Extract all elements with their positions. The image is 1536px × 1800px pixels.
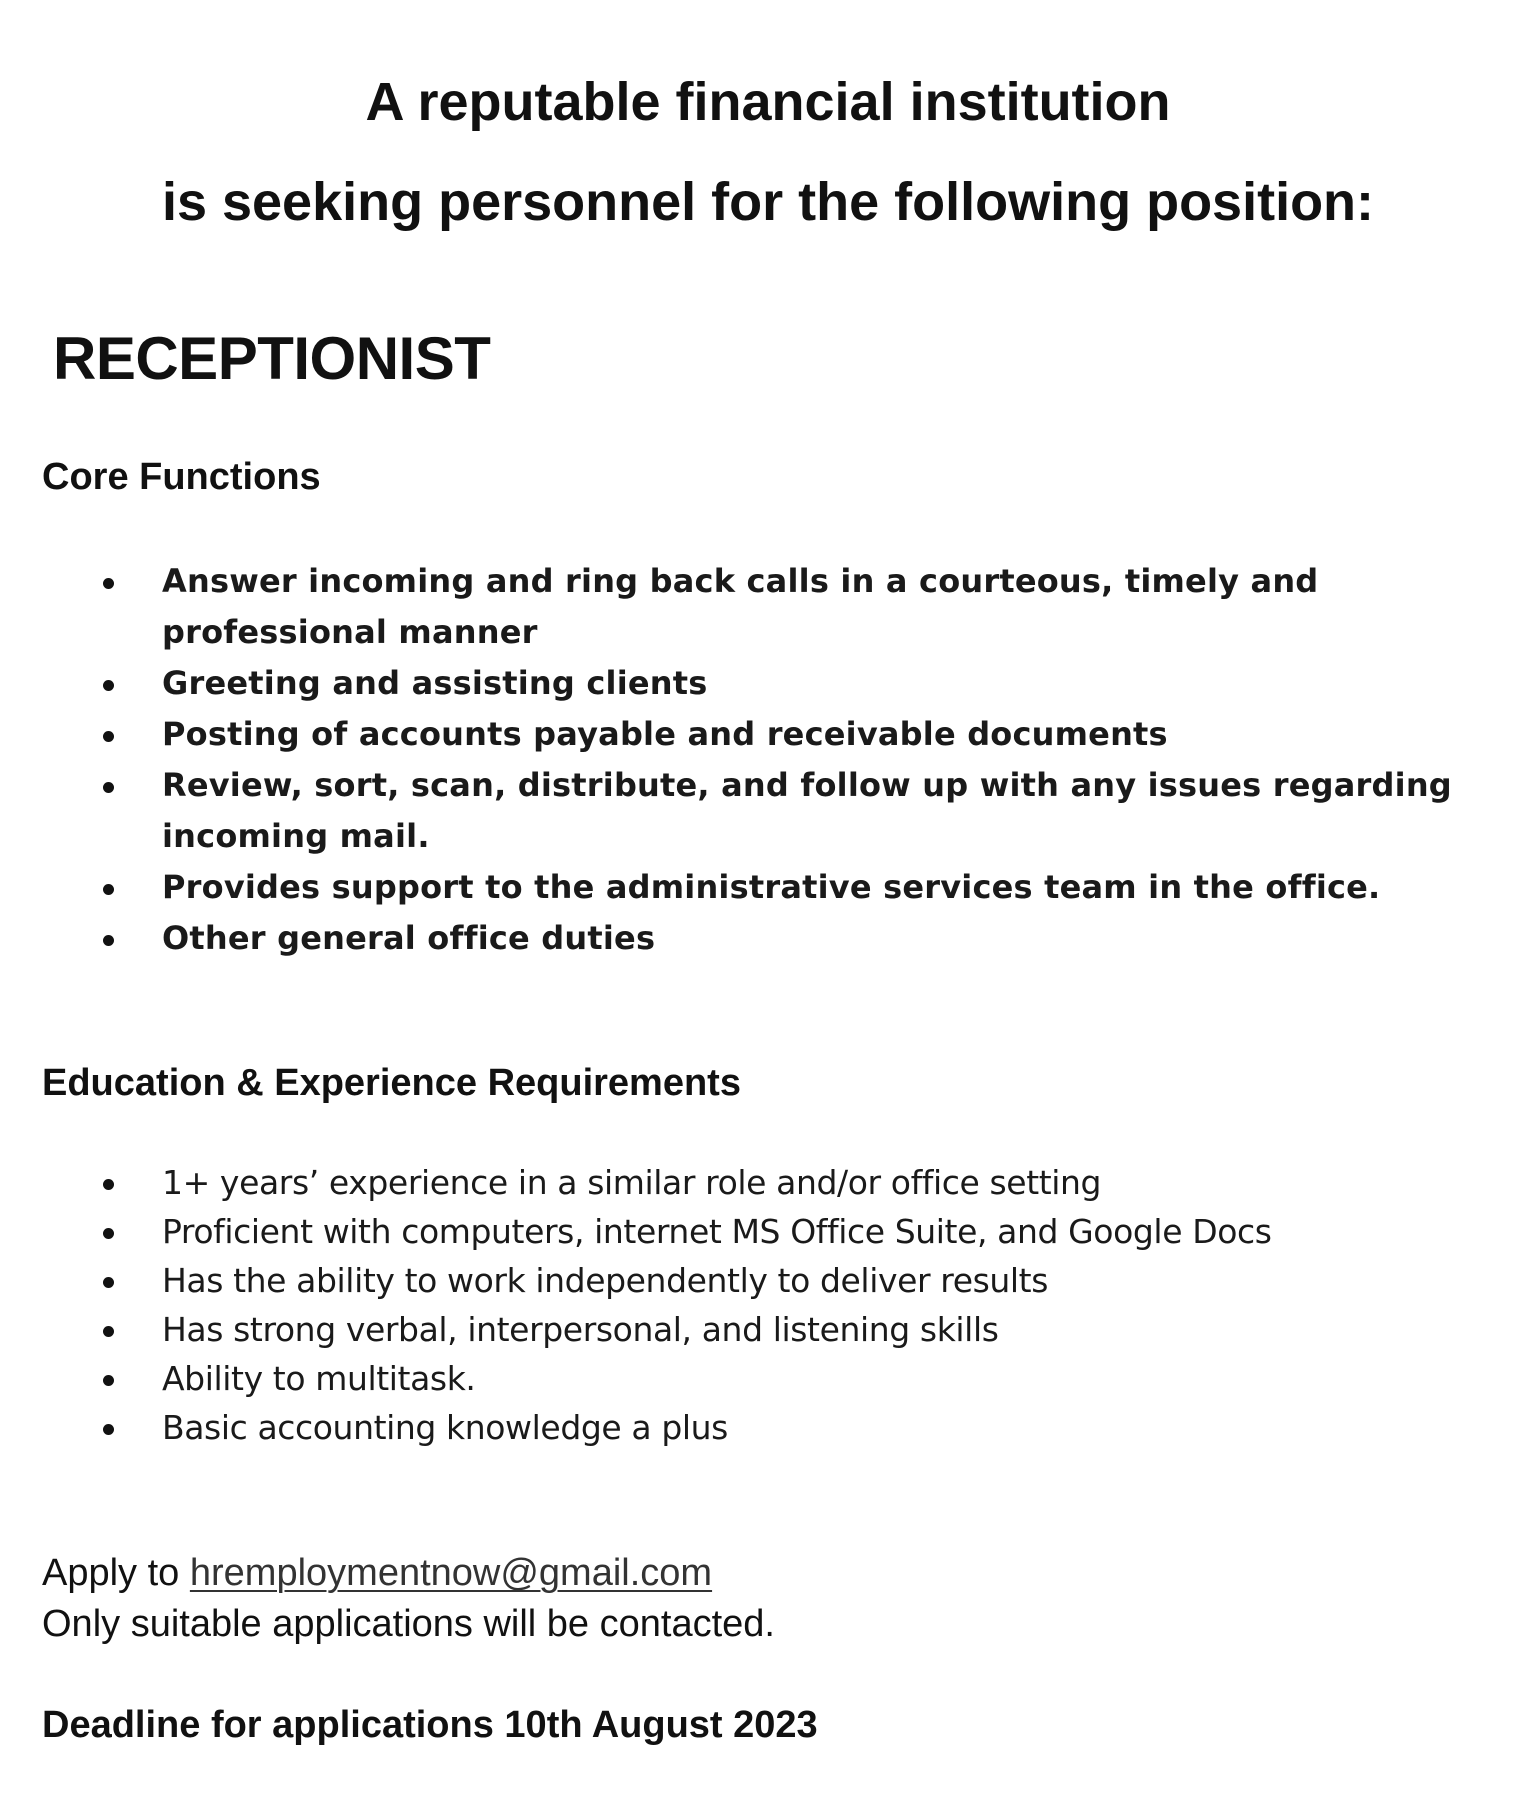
apply-prefix: Apply to bbox=[42, 1552, 190, 1594]
list-item-text: Review, sort, scan, distribute, and follow up with any issues regarding incoming mail. bbox=[162, 766, 1452, 855]
list-item-text: Answer incoming and ring back calls in a courteous, timely and professional manner bbox=[162, 562, 1319, 651]
bullet-icon bbox=[103, 884, 114, 895]
list-item-text: 1+ years’ experience in a similar role and/or office setting bbox=[162, 1163, 1102, 1202]
list-item bbox=[0, 1354, 1500, 1403]
requirements-heading: Education & Experience Requirements bbox=[42, 1062, 741, 1104]
list-item bbox=[0, 1305, 1500, 1354]
bullet-icon bbox=[103, 680, 114, 691]
list-item-text: Posting of accounts payable and receivable documents bbox=[162, 715, 1168, 753]
list-item bbox=[0, 658, 1520, 709]
core-functions-list bbox=[0, 556, 1520, 964]
list-item bbox=[0, 709, 1520, 760]
bullet-icon bbox=[103, 935, 114, 946]
header-line-1: A reputable financial institution bbox=[365, 72, 1171, 132]
bullet-icon bbox=[103, 1277, 114, 1288]
list-item-text: Other general office duties bbox=[162, 919, 656, 957]
list-item-text: Greeting and assisting clients bbox=[162, 664, 708, 702]
list-item bbox=[0, 760, 1520, 862]
list-item-text: Proficient with computers, internet MS Office Suite, and Google Docs bbox=[162, 1212, 1272, 1251]
bullet-icon bbox=[103, 1179, 114, 1190]
bullet-icon bbox=[103, 1228, 114, 1239]
list-item-text: Has the ability to work independently to deliver results bbox=[162, 1261, 1049, 1300]
list-item-text: Ability to multitask. bbox=[162, 1359, 476, 1398]
bullet-icon bbox=[103, 1375, 114, 1386]
apply-section bbox=[42, 1548, 775, 1650]
bullet-icon bbox=[103, 731, 114, 742]
requirements-list bbox=[0, 1158, 1500, 1452]
list-item-text: Basic accounting knowledge a plus bbox=[162, 1408, 728, 1447]
list-item bbox=[0, 1256, 1500, 1305]
list-item bbox=[0, 913, 1520, 964]
bullet-icon bbox=[103, 578, 114, 589]
list-item-text: Provides support to the administrative services team in the office. bbox=[162, 868, 1381, 906]
list-item bbox=[0, 556, 1520, 658]
list-item bbox=[0, 1207, 1500, 1256]
core-functions-heading: Core Functions bbox=[42, 456, 321, 498]
list-item bbox=[0, 1403, 1500, 1452]
bullet-icon bbox=[103, 1326, 114, 1337]
header-line-2: is seeking personnel for the following position: bbox=[161, 172, 1375, 232]
job-title: RECEPTIONIST bbox=[53, 325, 491, 392]
deadline-text: Deadline for applications 10th August 2023 bbox=[42, 1704, 818, 1746]
email-link[interactable]: hremploymentnow@gmail.com bbox=[189, 1552, 713, 1594]
list-item bbox=[0, 862, 1520, 913]
bullet-icon bbox=[103, 782, 114, 793]
bullet-icon bbox=[103, 1424, 114, 1435]
apply-note: Only suitable applications will be contacted. bbox=[42, 1603, 775, 1645]
list-item bbox=[0, 1158, 1500, 1207]
list-item-text: Has strong verbal, interpersonal, and listening skills bbox=[162, 1310, 999, 1349]
